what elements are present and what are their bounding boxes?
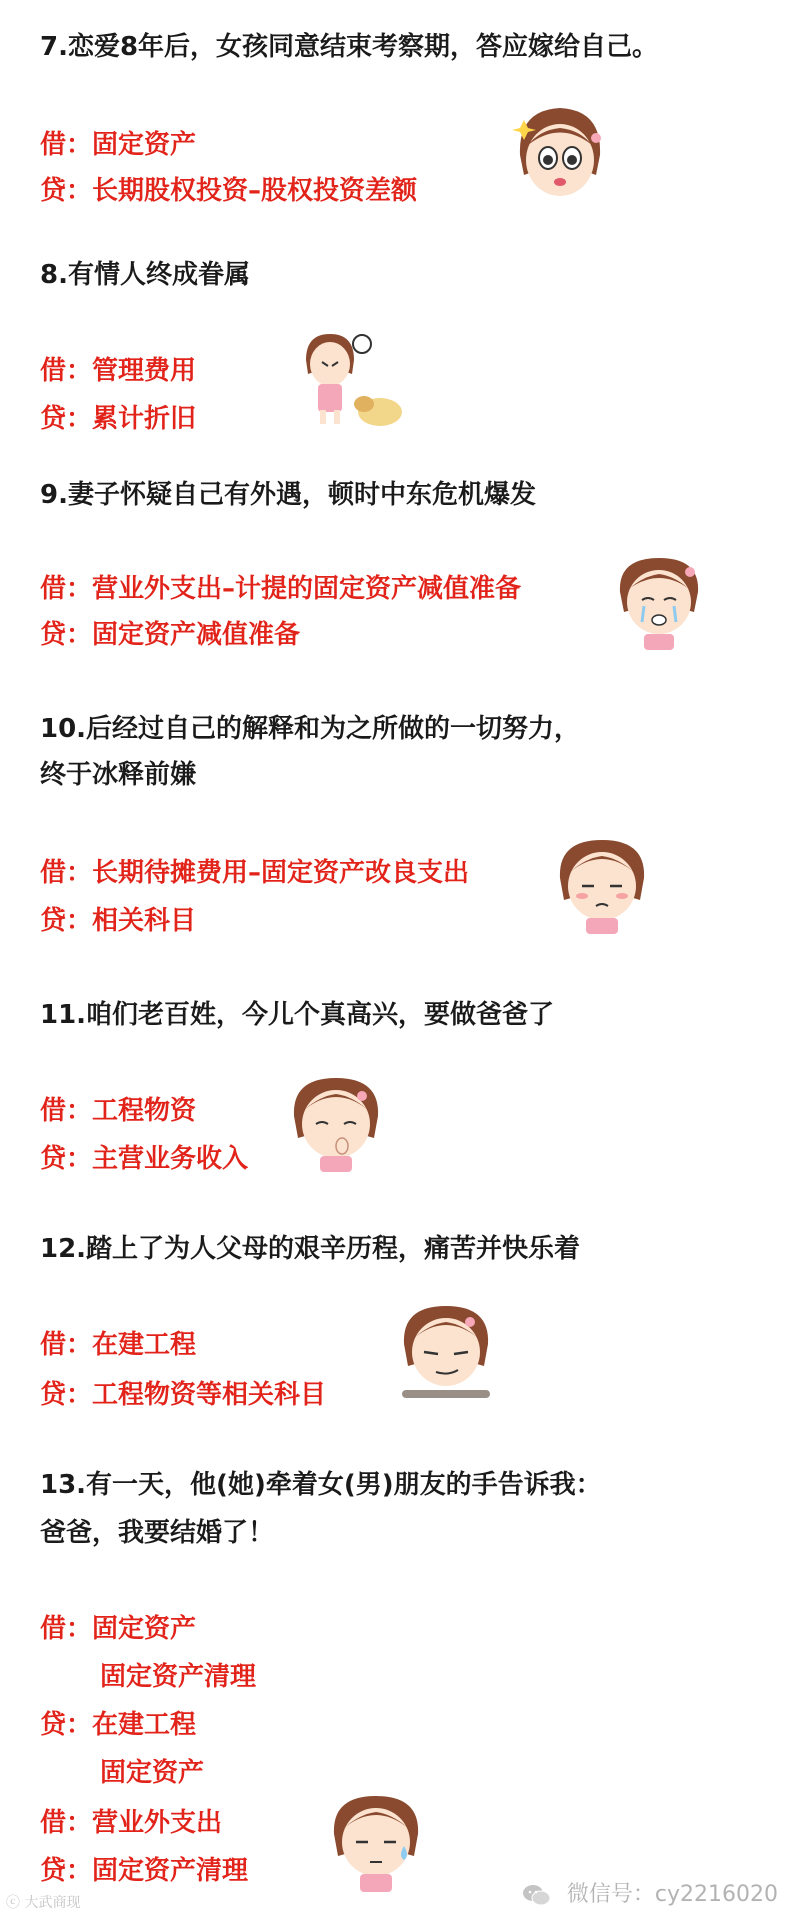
section-10-title-line-2: 终于冰释前嫌 — [40, 760, 197, 790]
section-8-debit: 借：管理费用 — [40, 356, 197, 386]
section-9-debit: 借：营业外支出–计提的固定资产减值准备 — [40, 574, 522, 604]
section-11-title: 11.咱们老百姓，今儿个真高兴，要做爸爸了 — [40, 1000, 555, 1030]
corner-logo-icon: ⓒ — [6, 1895, 20, 1911]
cartoon-girl-crying-icon — [614, 552, 704, 652]
section-7-title: 7.恋爱8年后，女孩同意结束考察期，答应嫁给自己。 — [40, 32, 659, 62]
cartoon-girl-shy-icon — [286, 1072, 386, 1172]
section-13-title-line-1: 13.有一天，他(她)牵着女(男)朋友的手告诉我： — [40, 1470, 602, 1500]
section-9-title: 9.妻子怀疑自己有外遇，顿时中东危机爆发 — [40, 480, 536, 510]
section-13-entry-2: 固定资产清理 — [100, 1662, 257, 1692]
section-13-entry-4: 固定资产 — [100, 1758, 205, 1788]
watermark-text: 微信号：cy2216020 — [566, 1882, 778, 1907]
section-8-credit: 贷：累计折旧 — [40, 404, 197, 434]
section-7-credit: 贷：长期股权投资–股权投资差额 — [40, 176, 418, 206]
section-13-entry-6: 贷：固定资产清理 — [40, 1856, 249, 1886]
section-10-title-line-1: 10.后经过自己的解释和为之所做的一切努力， — [40, 714, 581, 744]
cartoon-girl-excited-icon — [510, 100, 610, 210]
cartoon-girl-with-dog-icon — [300, 330, 410, 430]
corner-logo-text: 大武商现 — [24, 1895, 81, 1911]
section-13-entry-3: 贷：在建工程 — [40, 1710, 197, 1740]
section-8-title: 8.有情人终成眷属 — [40, 260, 250, 290]
section-12-debit: 借：在建工程 — [40, 1330, 197, 1360]
section-13-title-line-2: 爸爸，我要结婚了！ — [40, 1518, 275, 1548]
section-11-debit: 借：工程物资 — [40, 1096, 197, 1126]
corner-logo — [6, 1892, 80, 1912]
cartoon-girl-sweating-icon — [326, 1790, 426, 1894]
section-12-title: 12.踏上了为人父母的艰辛历程，痛苦并快乐着 — [40, 1234, 581, 1264]
section-9-credit: 贷：固定资产减值准备 — [40, 620, 301, 650]
section-11-credit: 贷：主营业务收入 — [40, 1144, 249, 1174]
section-12-credit: 贷：工程物资等相关科目 — [40, 1380, 327, 1410]
section-13-entry-1: 借：固定资产 — [40, 1614, 197, 1644]
wechat-watermark — [522, 1877, 778, 1908]
wechat-icon — [522, 1883, 552, 1907]
section-10-credit: 贷：相关科目 — [40, 906, 197, 936]
section-13-entry-5: 借：营业外支出 — [40, 1808, 223, 1838]
section-10-debit: 借：长期待摊费用–固定资产改良支出 — [40, 858, 470, 888]
cartoon-girl-embarrassed-icon — [552, 834, 652, 934]
cartoon-girl-smirk-icon — [396, 1300, 496, 1406]
section-7-debit: 借：固定资产 — [40, 130, 197, 160]
